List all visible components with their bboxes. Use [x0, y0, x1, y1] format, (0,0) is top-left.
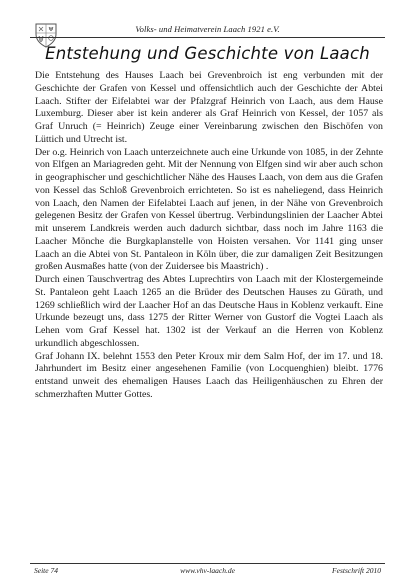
- article-paragraph: Durch einen Tauschvertrag des Abtes Luprechtirs von Laach mit der Klostergemeinde St. Pantaleon geht Laach 1265 an die Brüder des Deutschen Hauses zu Gürath, und 1269 schließlich wird der Laacher Hof an das Deutsche Haus in Koblenz verkauft. Eine Urkunde bezeugt uns, dass 1275 der Ritter Werner von Gustorf die Vogtei Laach als Lehen vom Graf Kessel hat. 1302 ist der Verkauf an die Herren von Koblenz urkundlich abgeschlossen.: [35, 274, 383, 349]
- article-title: Entstehung und Geschichte von Laach: [45, 44, 370, 63]
- article-paragraph: Graf Johann IX. belehnt 1553 den Peter Kroux mir dem Salm Hof, der im 17. und 18. Jahrhundert im Besitz einer angesehenen Familie (von Locquenghien) bleibt. 1776 entstand unweit des ehemaligen Hauses Laach das Heiligenhäuschen zu Ehren der schmerzhaften Mutter Gottes.: [35, 350, 383, 400]
- publication-name: Festschrift 2010: [332, 566, 381, 575]
- footer-url: www.vhv-laach.de: [180, 566, 235, 575]
- page-footer: [30, 566, 385, 578]
- page-number: Seite 74: [34, 566, 58, 575]
- footer-divider: [30, 563, 385, 564]
- article-body: [35, 70, 383, 402]
- article-paragraph: Die Entstehung des Hauses Laach bei Grevenbroich ist eng verbunden mit der Geschichte der Grafen von Kessel und offensichtlich auch der Geschichte der Abtei Laach. Stifter der Eifelabtei war der Pfalzgraf Heinrich von Laach, aus dem Hause Luxemburg. Dieser aber ist kein anderer als Graf Heinrich von Kessel, der 1057 als Graf Unruch (= Heinrich) Zeuge einer Vereinbarung zwischen den Bischöfen von Lüttich und Utrecht ist.: [35, 70, 383, 145]
- page-header: [30, 18, 385, 42]
- header-divider: [30, 37, 385, 38]
- header-title: Volks- und Heimatverein Laach 1921 e.V.: [135, 24, 280, 34]
- article-paragraph: Der o.g. Heinrich von Laach unterzeichnete auch eine Urkunde von 1085, in der Zehnte von Elfgen an Mariagreden geht. Mit der Nennung von Elfgen sind wir aber auch schon in geographischer und geschichtlicher Nähe des Hauses Laach, von dem aus die Grafen von Kessel das Schloß Grevenbroich errichteten. So ist es naheliegend, dass Heinrich von Laach, den Namen der Eifelabtei Laach auf jenen, in der Nähe von Grevenbroich gelegenen Besitz der Grafen von Kessel übertrug. Verbindungslinien der Laacher Abtei mit unserem Landkreis werden auch dadurch sichtbar, dass noch im Jahre 1163 die Laacher Mönche die Burgkaplanstelle von Hoisten versahen. Vor 1141 ging unser Laach an die Abtei von St. Pantaleon in Köln über, die zur damaligen Zeit Besitzungen großen Ausmaßes hatte (von der Zuidersee bis Maastrich) .: [35, 146, 383, 273]
